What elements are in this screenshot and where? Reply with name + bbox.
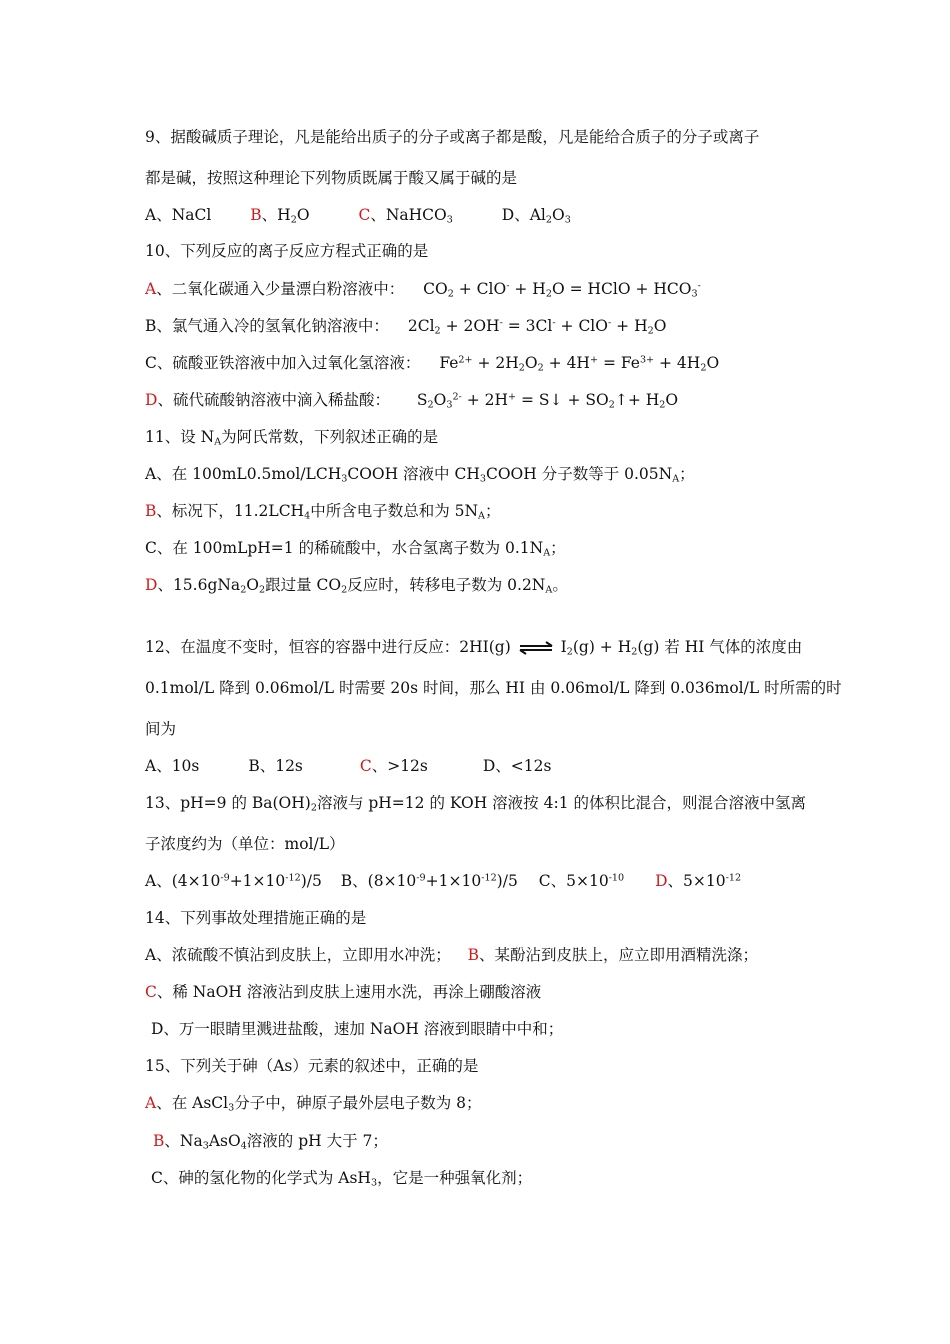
q10-a-equation: $CO_2 + ClO^- + H_2O$ = HClO + $HCO_3^-$ bbox=[423, 280, 701, 300]
q13-option-b: B、$(8\times 10^{-9}+1\times 10^{-12})/5$ bbox=[340, 872, 518, 890]
q11-option-b: B、标况下，$11.2LCH_4$中所含电子数总和为 $5N_A$； bbox=[145, 502, 501, 522]
q9-option-d: D、$Al_2O_3$ bbox=[501, 206, 571, 226]
q13-stem-line1: 13、pH=9 的 $Ba(OH)_2$溶液与 pH=12 的 KOH 溶液按 4:1 的体积比混合，则混合溶液中氢离 bbox=[145, 794, 806, 814]
q15-option-b: B、$Na_3AsO_4$溶液的 pH 大于 7； bbox=[153, 1132, 388, 1152]
q14-stem: 14、下列事故处理措施正确的是 bbox=[145, 909, 367, 927]
q9-stem-line2: 都是碱，按照这种理论下列物质既属于酸又属于碱的是 bbox=[145, 169, 518, 187]
q12-stem-line3: 间为 bbox=[145, 720, 177, 738]
q9-option-b: B、$H_2O$ bbox=[250, 206, 310, 226]
q10-option-d: D、硫代硫酸钠溶液中滴入稀盐酸： $S_2O_3^{2-} + 2H^+$ = S↓ + $SO_2↑+ H_2O$ bbox=[145, 391, 679, 411]
q12-stem-line2: 0.1mol/L 降到 0.06mol/L 时需要 20s 时间，那么 HI 由 0.06mol/L 降到 0.036mol/L 时所需的时 bbox=[145, 679, 842, 697]
q13-options bbox=[145, 871, 741, 891]
q13-option-c: C、$5\times 10^{-10}$ bbox=[538, 872, 625, 890]
q10-c-equation: $Fe^{2+} + 2H_2O_2 + 4H^+ = Fe^{3+} + 4H_2O$ bbox=[439, 354, 720, 374]
q15-option-a: A、在 AsCl$_3$分子中，砷原子最外层电子数为 8； bbox=[145, 1094, 482, 1114]
q14-option-d: D、万一眼睛里溅进盐酸，速加 NaOH 溶液到眼睛中中和； bbox=[151, 1020, 564, 1038]
q10-option-b: B、氯气通入冷的氢氧化钠溶液中： $2Cl_2 + 2OH^- = 3Cl^- + ClO^- + H_2O$ bbox=[145, 317, 667, 337]
q15-option-c: C、砷的氢化物的化学式为 AsH$_3$，它是一种强氧化剂； bbox=[151, 1169, 533, 1189]
q13-option-d: D、$5\times 10^{-12}$ bbox=[655, 872, 742, 890]
q9-stem-line1: 9、据酸碱质子理论，凡是能给出质子的分子或离子都是酸，凡是能给合质子的分子或离子 bbox=[145, 128, 760, 146]
q11-stem: 11、设 $N_A$为阿氏常数，下列叙述正确的是 bbox=[145, 428, 439, 448]
q11-option-d: D、$15.6gNa_2O_2$跟过量 $CO_2$反应时，转移电子数为 $0.2N_A$。 bbox=[145, 576, 568, 596]
q14-option-c: C、稀 NaOH 溶液沾到皮肤上速用水洗，再涂上硼酸溶液 bbox=[145, 983, 542, 1001]
q13-option-a: A、$(4\times 10^{-9}+1\times 10^{-12})/5$ bbox=[145, 872, 322, 890]
q9-options bbox=[145, 205, 571, 225]
q9-option-c: C、NaHCO$_3$ bbox=[358, 206, 453, 226]
q11-option-c: C、在 100mLpH=1 的稀硫酸中，水合氢离子数为 $0.1N_A$； bbox=[145, 539, 566, 559]
q12-option-a: A、10s bbox=[145, 757, 200, 775]
q12-options bbox=[145, 756, 551, 776]
q12-option-d: D、<12s bbox=[482, 757, 552, 775]
q10-option-c: C、硫酸亚铁溶液中加入过氧化氢溶液： $Fe^{2+} + 2H_2O_2 + 4H^+ = Fe^{3+} + 4H_2O$ bbox=[145, 354, 720, 374]
q10-option-a: A、二氧化碳通入少量漂白粉溶液中： $CO_2 + ClO^- + H_2O$ = HClO + $HCO_3^-$ bbox=[145, 280, 701, 300]
q12-stem-line1: 12、在温度不变时，恒容的容器中进行反应：2HI(g) $I_2(g) + H_2(g)$ 若 HI 气体的浓度由 bbox=[145, 638, 803, 658]
q10-stem: 10、下列反应的离子反应方程式正确的是 bbox=[145, 242, 429, 260]
q9-option-a: A、NaCl bbox=[145, 206, 212, 224]
q15-stem: 15、下列关于砷（As）元素的叙述中，正确的是 bbox=[145, 1057, 479, 1075]
q11-option-a: A、在 $100mL0.5mol/LCH_3COOH$ 溶液中 $CH_3COOH$ 分子数等于 $0.05N_A$； bbox=[145, 465, 695, 485]
q14-option-a: A、浓硫酸不慎沾到皮肤上，立即用水冲洗； bbox=[145, 946, 451, 964]
equilibrium-arrow-icon bbox=[516, 641, 556, 655]
q12-option-c: C、>12s bbox=[359, 757, 428, 775]
q10-b-equation: $2Cl_2 + 2OH^- = 3Cl^- + ClO^- + H_2O$ bbox=[407, 317, 667, 337]
q13-stem-line2: 子浓度约为（单位：mol/L） bbox=[145, 835, 345, 853]
q14-options-ab bbox=[145, 945, 758, 965]
q12-option-b: B、12s bbox=[248, 757, 303, 775]
q14-option-b: B、某酚沾到皮肤上，应立即用酒精洗涤； bbox=[467, 946, 759, 964]
q10-d-equation: $S_2O_3^{2-} + 2H^+$ = S↓ + $SO_2↑+ H_2O$ bbox=[416, 391, 679, 411]
